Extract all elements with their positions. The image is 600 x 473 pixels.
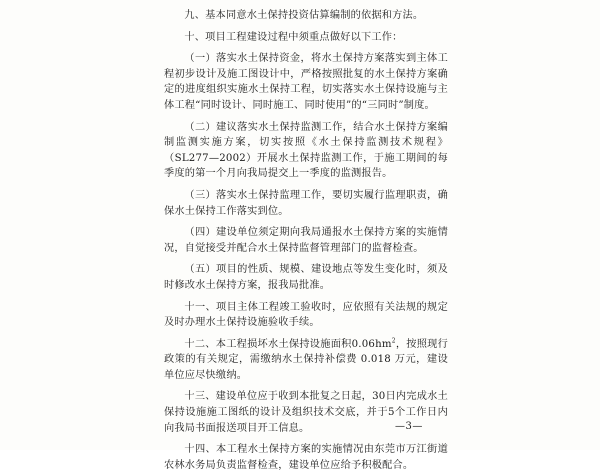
paragraph-10-3: （三）落实水土保持监理工作，要切实履行监理职责，确保水土保持工作落实到位。 [164, 189, 448, 217]
paragraph-11: 十一、项目主体工程竣工验收时，应依照有关法规的规定及时办理水土保持设施验收手续。 [164, 301, 448, 329]
document-body [164, 8, 448, 473]
paragraph-10-1: （一）落实水土保持资金，将水土保持方案落实到主体工程初步设计及施工图设计中，严格按照批复的水土保持方案确定的进度组织实施水土保持工程，切实落实水土保持设施与主体工程“同时设计、同时施工、同时使用”的“三同时”制度。 [164, 53, 448, 111]
paragraph-10: 十、项目工程建设过程中须重点做好以下工作： [184, 31, 403, 43]
paragraph-12 [164, 337, 448, 384]
paragraph-12-part-b: ，按照现行政策的有关规定，需缴纳水土保持补偿费 0.018 万元，建设单位应尽快缴纳。 [164, 338, 449, 381]
paragraph-12-superscript: 2 [391, 337, 396, 345]
paragraph-10-5: （五）项目的性质、规模、建设地点等发生变化时，须及时修改水土保持方案，报我局批准。 [164, 264, 448, 291]
paragraph-14: 十四、本工程水土保持方案的实施情况由东莞市万江街道农林水务局负责监督检查，建设单位应给予积极配合。 [164, 444, 448, 471]
paragraph-10-4: （四）建设单位须定期向我局通报水土保持方案的实施情况，自觉接受并配合水土保持监督管理部门的监督检查。 [164, 227, 448, 254]
page-number: —3— [395, 421, 423, 432]
paragraph-10-2: （二）建议落实水土保持监测工作，结合水土保持方案编制监测实施方案，切实按照《水土保持监测技术规程》（SL277—2002）开展水土保持监测工作，于施工期间的每季度的第一个月向我局提交上一季度的监测报告。 [164, 121, 448, 180]
paragraph-12-part-a: 十二、本工程损坏水土保持设施面积0.06hm [184, 338, 392, 350]
paragraph-9: 九、基本同意水土保持投资估算编制的依据和方法。 [184, 10, 424, 21]
paragraph-13: 十三、建设单位应于收到本批复之日起，30日内完成水土保持设施施工图纸的设计及组织技术交底，并于5个工作日内向我局书面报送项目开工信息。 [164, 391, 448, 434]
